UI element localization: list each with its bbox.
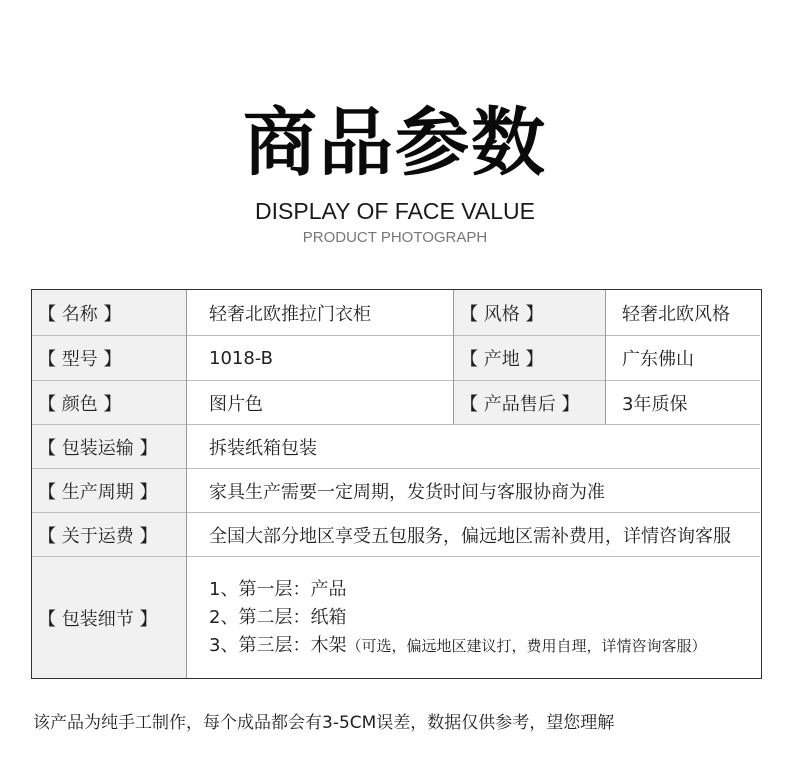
transport-label: 【 包装运输 】 [32,425,186,468]
packing-item-3 [209,632,706,660]
color-value: 图片色 [209,393,263,415]
origin-value: 广东佛山 [622,349,694,370]
page-subtitle-secondary: PRODUCT PHOTOGRAPH [302,229,488,246]
cycle-label: 【 生产周期 】 [32,469,186,512]
name-value: 轻奢北欧推拉门衣柜 [209,303,371,325]
page-subtitle: DISPLAY OF FACE VALUE [255,198,535,224]
packing-item-3-text: 3、第三层：木架 [209,634,347,656]
shipping-label: 【 关于运费 】 [32,513,186,556]
aftersale-value: 3年质保 [622,393,688,415]
cycle-value: 家具生产需要一定周期，发货时间与客服协商为准 [209,481,605,503]
model-label: 【 型号 】 [32,336,186,380]
footer-note: 该产品为纯手工制作，每个成品都会有3-5CM误差，数据仅供参考，望您理解 [33,713,615,733]
packing-item-1: 1、第一层：产品 [209,578,347,600]
params-table [31,289,762,679]
packing-item-2: 2、第二层：纸箱 [209,606,347,628]
shipping-value: 全国大部分地区享受五包服务，偏远地区需补费用，详情咨询客服 [209,525,731,547]
style-value: 轻奢北欧风格 [622,303,730,325]
aftersale-label: 【 产品售后 】 [454,381,605,424]
transport-value: 拆装纸箱包装 [209,437,317,459]
page-title: 商品参数 [243,100,547,186]
origin-label: 【 产地 】 [454,336,605,380]
name-label: 【 名称 】 [32,290,186,335]
style-label: 【 风格 】 [454,290,605,335]
color-label: 【 颜色 】 [32,381,186,424]
packing-list [187,557,760,678]
packing-label: 【 包装细节 】 [32,557,186,678]
model-value: 1018-B [209,347,274,369]
packing-item-3-note: （可选，偏远地区建议打，费用自理，详情咨询客服） [346,636,707,655]
